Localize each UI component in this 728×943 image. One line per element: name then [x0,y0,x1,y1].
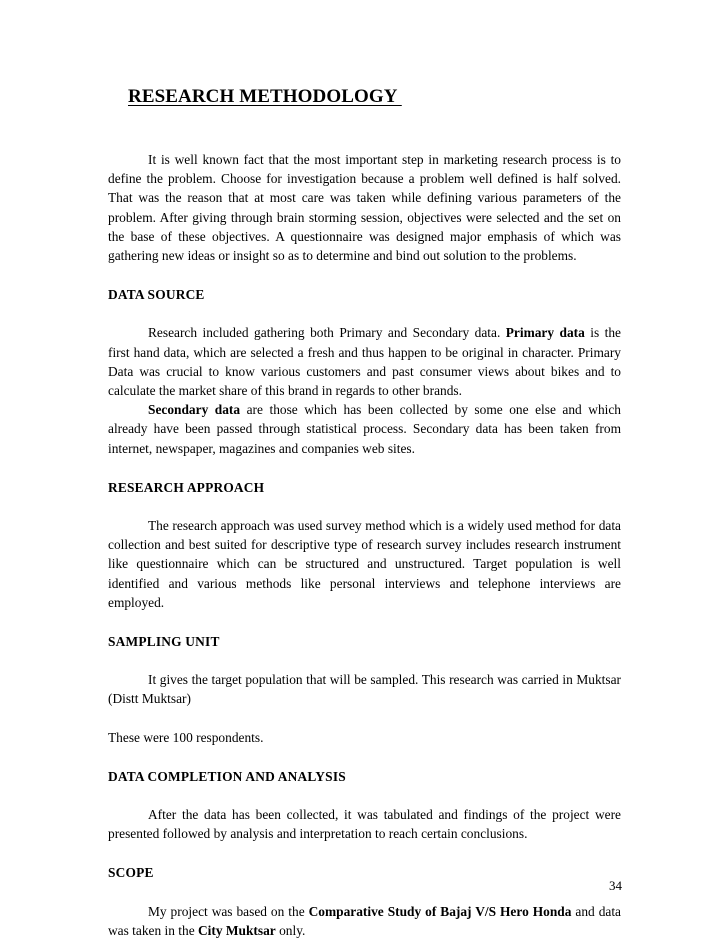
scope-text-c: only. [275,922,306,938]
data-completion-paragraph: After the data has been collected, it was tabulated and findings of the project were presented followed by analysis and interpretation to reach certain conclusions. [108,807,621,842]
intro-paragraph: It is well known fact that the most important step in marketing research process is to define the problem. Choose for investigation because a problem well defined is half solved. That was the reason that at most care was taken while defining various parameters of the problem. After giving through brain storming session, objectives were selected and the set on the base of these objectives. A questionnaire was designed major emphasis of which was gathering new ideas or insight so as to determine and bind out solution to the problems. [108,152,621,264]
scope-text-b: and data was taken in the [108,903,621,938]
scope-study-title: Comparative Study of Bajaj V/S Hero Honda [308,903,572,919]
primary-data-text-a: Research included gathering both Primary and Secondary data. [148,325,506,341]
scope-text-a: My project was based on the [148,903,309,919]
research-approach-heading: RESEARCH APPROACH [108,479,265,495]
primary-data-term: Primary data [505,325,585,341]
scope-city: City Muktsar [198,922,276,938]
scope-paragraph [108,902,621,940]
document-body [108,150,621,940]
respondents-paragraph: These were 100 respondents. [108,729,264,745]
primary-data-paragraph [108,323,621,400]
research-approach-paragraph: The research approach was used survey method which is a widely used method for data collection and best suited for descriptive type of research survey includes research instrument like questionnaire which can be structured and unstructured. Target population is well identified and various methods like personal interviews and telephone interviews are employed. [108,518,621,610]
primary-data-text-b: is the first hand data, which are selected a fresh and thus happen to be original in character. Primary Data was crucial to know various customers and past consumer views about bikes and to calculate the market share of this brand in regards to other brands. [108,325,621,399]
secondary-data-paragraph [108,400,621,458]
secondary-data-text: are those which has been collected by some one else and which already have been passed through statistical process. Secondary data has been taken from internet, newspaper, magazines and companies web sites. [108,402,621,456]
secondary-data-term: Secondary data [148,402,241,418]
sampling-unit-paragraph: It gives the target population that will be sampled. This research was carried in Muktsar (Distt Muktsar) [108,672,621,707]
page-number: 34 [609,878,622,893]
sampling-unit-heading: SAMPLING UNIT [108,634,220,650]
scope-heading: SCOPE [108,865,154,881]
data-completion-heading: DATA COMPLETION AND ANALYSIS [108,768,346,784]
page-title: RESEARCH METHODOLOGY [128,86,402,107]
data-source-heading: DATA SOURCE [108,287,205,303]
